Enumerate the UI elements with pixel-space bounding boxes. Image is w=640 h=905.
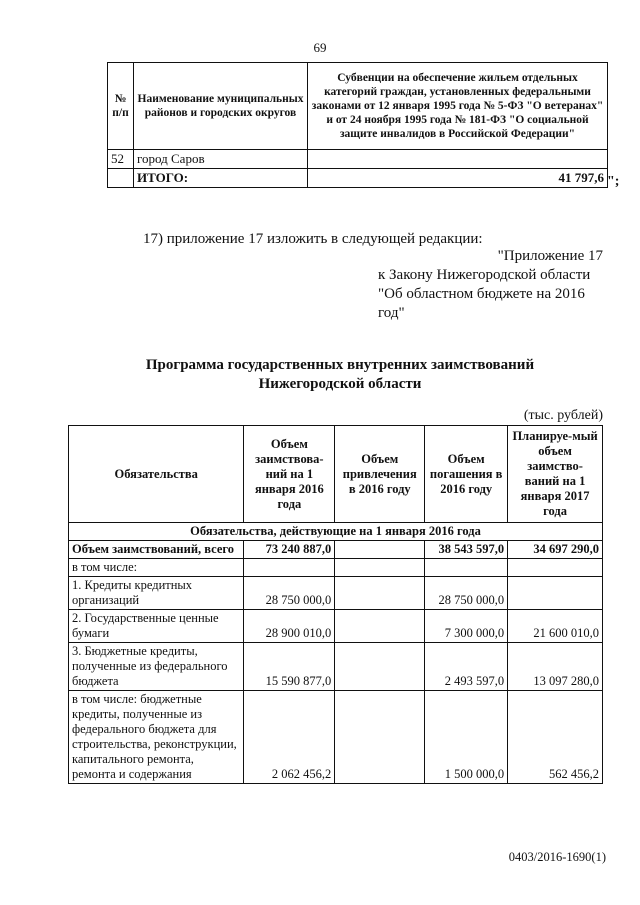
header-name: Наименование муниципальных районов и городских округов <box>134 63 308 150</box>
title-line-1: Программа государственных внутренних заимствований <box>145 357 535 373</box>
total-num-cell <box>108 169 134 188</box>
row-c3: 2 493 597,0 <box>425 643 508 691</box>
row-name: Объем заимствований, всего <box>69 541 244 559</box>
row-c4: 562 456,2 <box>508 691 603 784</box>
table-row <box>69 541 603 559</box>
row-value <box>308 150 608 169</box>
document-code: 0403/2016-1690(1) <box>508 850 606 864</box>
row-c3: 28 750 000,0 <box>425 577 508 610</box>
row-c2 <box>335 577 425 610</box>
table-suffix: "; <box>607 174 620 189</box>
table-row <box>69 577 603 610</box>
row-c3 <box>425 559 508 577</box>
table-header-row <box>108 63 608 150</box>
row-c4: 13 097 280,0 <box>508 643 603 691</box>
row-c2 <box>335 610 425 643</box>
header-planned: Планируе-мый объем заимство-ваний на 1 января 2017 года <box>508 426 603 523</box>
appendix-line-3: "Об областном бюджете на 2016 <box>378 286 585 302</box>
row-name: 3. Бюджетные кредиты, полученные из федерального бюджета <box>69 643 244 691</box>
borrowing-program-table <box>68 425 603 784</box>
units-label: (тыс. рублей) <box>523 408 603 423</box>
total-label: ИТОГО: <box>134 169 308 188</box>
appendix-line-2: к Закону Нижегородской области <box>378 267 591 283</box>
row-c1: 73 240 887,0 <box>244 541 335 559</box>
table-row <box>69 559 603 577</box>
header-attraction: Объем привлечения в 2016 году <box>335 426 425 523</box>
page-number: 69 <box>313 40 327 55</box>
header-repayment: Объем погашения в 2016 году <box>425 426 508 523</box>
table-row <box>69 610 603 643</box>
row-c2 <box>335 643 425 691</box>
section-row <box>69 523 603 541</box>
row-name: 1. Кредиты кредитных организаций <box>69 577 244 610</box>
table-header-row <box>69 426 603 523</box>
row-c3: 38 543 597,0 <box>425 541 508 559</box>
subvention-table <box>107 62 608 188</box>
row-c1: 2 062 456,2 <box>244 691 335 784</box>
row-c3: 1 500 000,0 <box>425 691 508 784</box>
appendix-reference <box>378 247 603 323</box>
table-row <box>69 643 603 691</box>
header-subvention: Субвенции на обеспечение жильем отдельных категорий граждан, установленных федеральными законами от 12 января 1995 года № 5-ФЗ "О ветеранах" и от 24 ноября 1995 года № 181-ФЗ "О социальной защите инвалидов в Российской Федерации" <box>308 63 608 150</box>
section-title: Обязательства, действующие на 1 января 2016 года <box>69 523 603 541</box>
row-c1 <box>244 559 335 577</box>
row-c1: 28 750 000,0 <box>244 577 335 610</box>
row-c4 <box>508 559 603 577</box>
header-num: № п/п <box>108 63 134 150</box>
appendix-line-4: год" <box>378 305 405 321</box>
row-name: в том числе: <box>69 559 244 577</box>
header-obligations: Обязательства <box>69 426 244 523</box>
header-borrowing-start: Объем заимствова-ний на 1 января 2016 года <box>244 426 335 523</box>
program-title <box>0 356 640 394</box>
row-c2 <box>335 691 425 784</box>
total-value: 41 797,6 <box>308 169 608 188</box>
title-line-2: Нижегородской области <box>258 376 422 392</box>
row-c2 <box>335 559 425 577</box>
appendix-line-1: "Приложение 17 <box>497 248 603 264</box>
row-c2 <box>335 541 425 559</box>
row-c1: 28 900 010,0 <box>244 610 335 643</box>
row-name: город Саров <box>134 150 308 169</box>
table-row <box>69 691 603 784</box>
total-row <box>108 169 608 188</box>
row-num: 52 <box>108 150 134 169</box>
amendment-paragraph: 17) приложение 17 изложить в следующей редакции: <box>143 231 483 247</box>
row-name: 2. Государственные ценные бумаги <box>69 610 244 643</box>
row-c3: 7 300 000,0 <box>425 610 508 643</box>
row-c4 <box>508 577 603 610</box>
row-name: в том числе: бюджетные кредиты, полученные из федерального бюджета для строительства, реконструкции, капитального ремонта, ремонта и содержания <box>69 691 244 784</box>
row-c1: 15 590 877,0 <box>244 643 335 691</box>
row-c4: 21 600 010,0 <box>508 610 603 643</box>
table-row <box>108 150 608 169</box>
row-c4: 34 697 290,0 <box>508 541 603 559</box>
